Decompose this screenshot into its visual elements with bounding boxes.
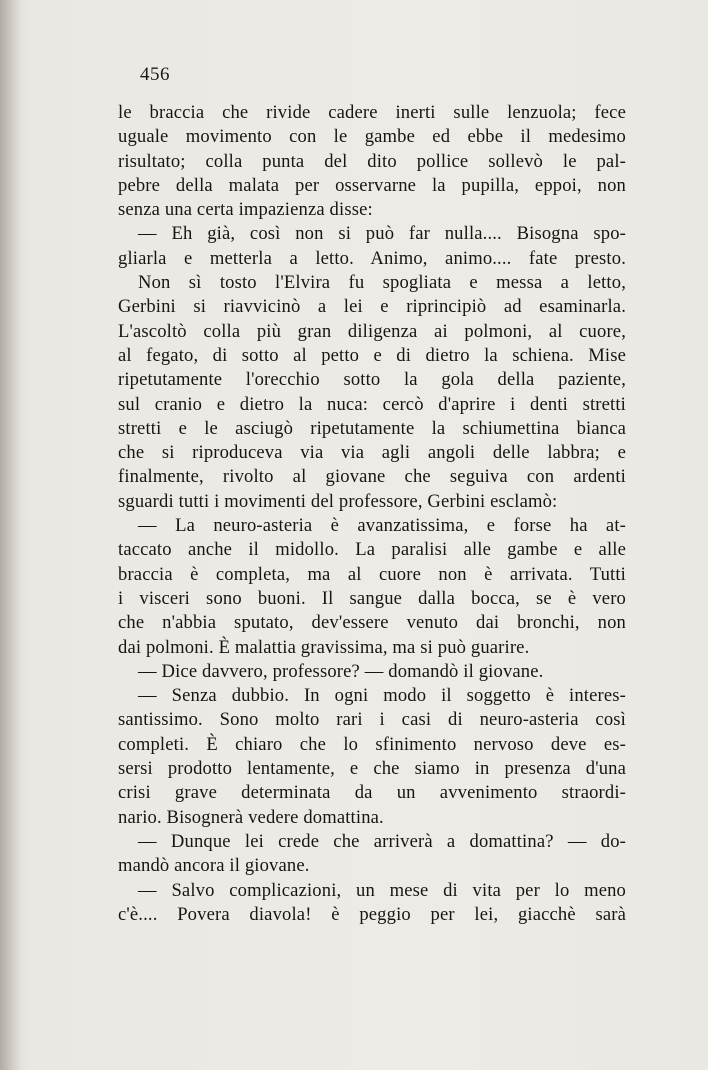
text-line: — La neuro-asteria è avanzatissima, e forse ha at- bbox=[138, 515, 626, 537]
text-line: Gerbini si riavvicinò a lei e riprincipiò ad esaminarla. bbox=[118, 296, 626, 318]
text-line: santissimo. Sono molto rari i casi di neuro-asteria così bbox=[118, 709, 626, 731]
text-line: crisi grave determinata da un avvenimento straordi- bbox=[118, 782, 626, 804]
text-line: L'ascoltò colla più gran diligenza ai polmoni, al cuore, bbox=[118, 320, 626, 342]
text-line: — Dunque lei crede che arriverà a domattina? — do- bbox=[138, 830, 626, 852]
text-line: pebre della malata per osservarne la pupilla, eppoi, non bbox=[118, 174, 626, 196]
text-line: che si riproduceva via via agli angoli delle labbra; e bbox=[118, 442, 626, 464]
text-line: sersi prodotto lentamente, e che siamo in presenza d'una bbox=[118, 758, 626, 780]
body-text bbox=[118, 101, 626, 927]
text-line: le braccia che rivide cadere inerti sulle lenzuola; fece bbox=[118, 102, 626, 123]
text-line: sul cranio e dietro la nuca: cercò d'aprire i denti stretti bbox=[118, 393, 626, 415]
text-line: — Senza dubbio. In ogni modo il soggetto è interes- bbox=[138, 685, 626, 707]
text-line: ripetutamente l'orecchio sotto la gola della paziente, bbox=[118, 369, 626, 391]
text-line: risultato; colla punta del dito pollice sollevò le pal- bbox=[118, 150, 626, 172]
text-line: — Eh già, così non si può far nulla.... Bisogna spo- bbox=[138, 223, 626, 245]
text-line: stretti e le asciugò ripetutamente la schiumettina bianca bbox=[118, 417, 626, 439]
text-line: dai polmoni. È malattia gravissima, ma si può guarire. bbox=[118, 636, 530, 658]
page-number: 456 bbox=[140, 64, 170, 85]
text-line: taccato anche il midollo. La paralisi alle gambe e alle bbox=[118, 539, 626, 561]
text-line: al fegato, di sotto al petto e di dietro la schiena. Mise bbox=[118, 344, 626, 366]
text-line: sguardi tutti i movimenti del professore, Gerbini esclamò: bbox=[118, 490, 558, 512]
text-line: che n'abbia sputato, dev'essere venuto dai bronchi, non bbox=[118, 612, 626, 634]
text-line: — Dice davvero, professore? — domandò il giovane. bbox=[138, 660, 544, 682]
binding-gutter-shadow bbox=[0, 0, 22, 1070]
text-line: nario. Bisognerà vedere domattina. bbox=[118, 806, 384, 828]
text-line: completi. È chiaro che lo sfinimento nervoso deve es- bbox=[118, 733, 626, 755]
text-line: finalmente, rivolto al giovane che seguiva con ardenti bbox=[118, 466, 626, 488]
text-line: gliarla e metterla a letto. Animo, animo.... fate presto. bbox=[118, 247, 626, 269]
text-line: c'è.... Povera diavola! è peggio per lei, giacchè sarà bbox=[118, 903, 626, 925]
text-line: mandò ancora il giovane. bbox=[118, 855, 310, 877]
text-line: uguale movimento con le gambe ed ebbe il medesimo bbox=[118, 126, 626, 148]
text-line: braccia è completa, ma al cuore non è arrivata. Tutti bbox=[118, 563, 626, 585]
text-line: Non sì tosto l'Elvira fu spogliata e messa a letto, bbox=[138, 272, 626, 294]
text-line: — Salvo complicazioni, un mese di vita per lo meno bbox=[138, 879, 626, 901]
text-line: senza una certa impazienza disse: bbox=[118, 199, 373, 221]
text-line: i visceri sono buoni. Il sangue dalla bocca, se è vero bbox=[118, 587, 626, 609]
